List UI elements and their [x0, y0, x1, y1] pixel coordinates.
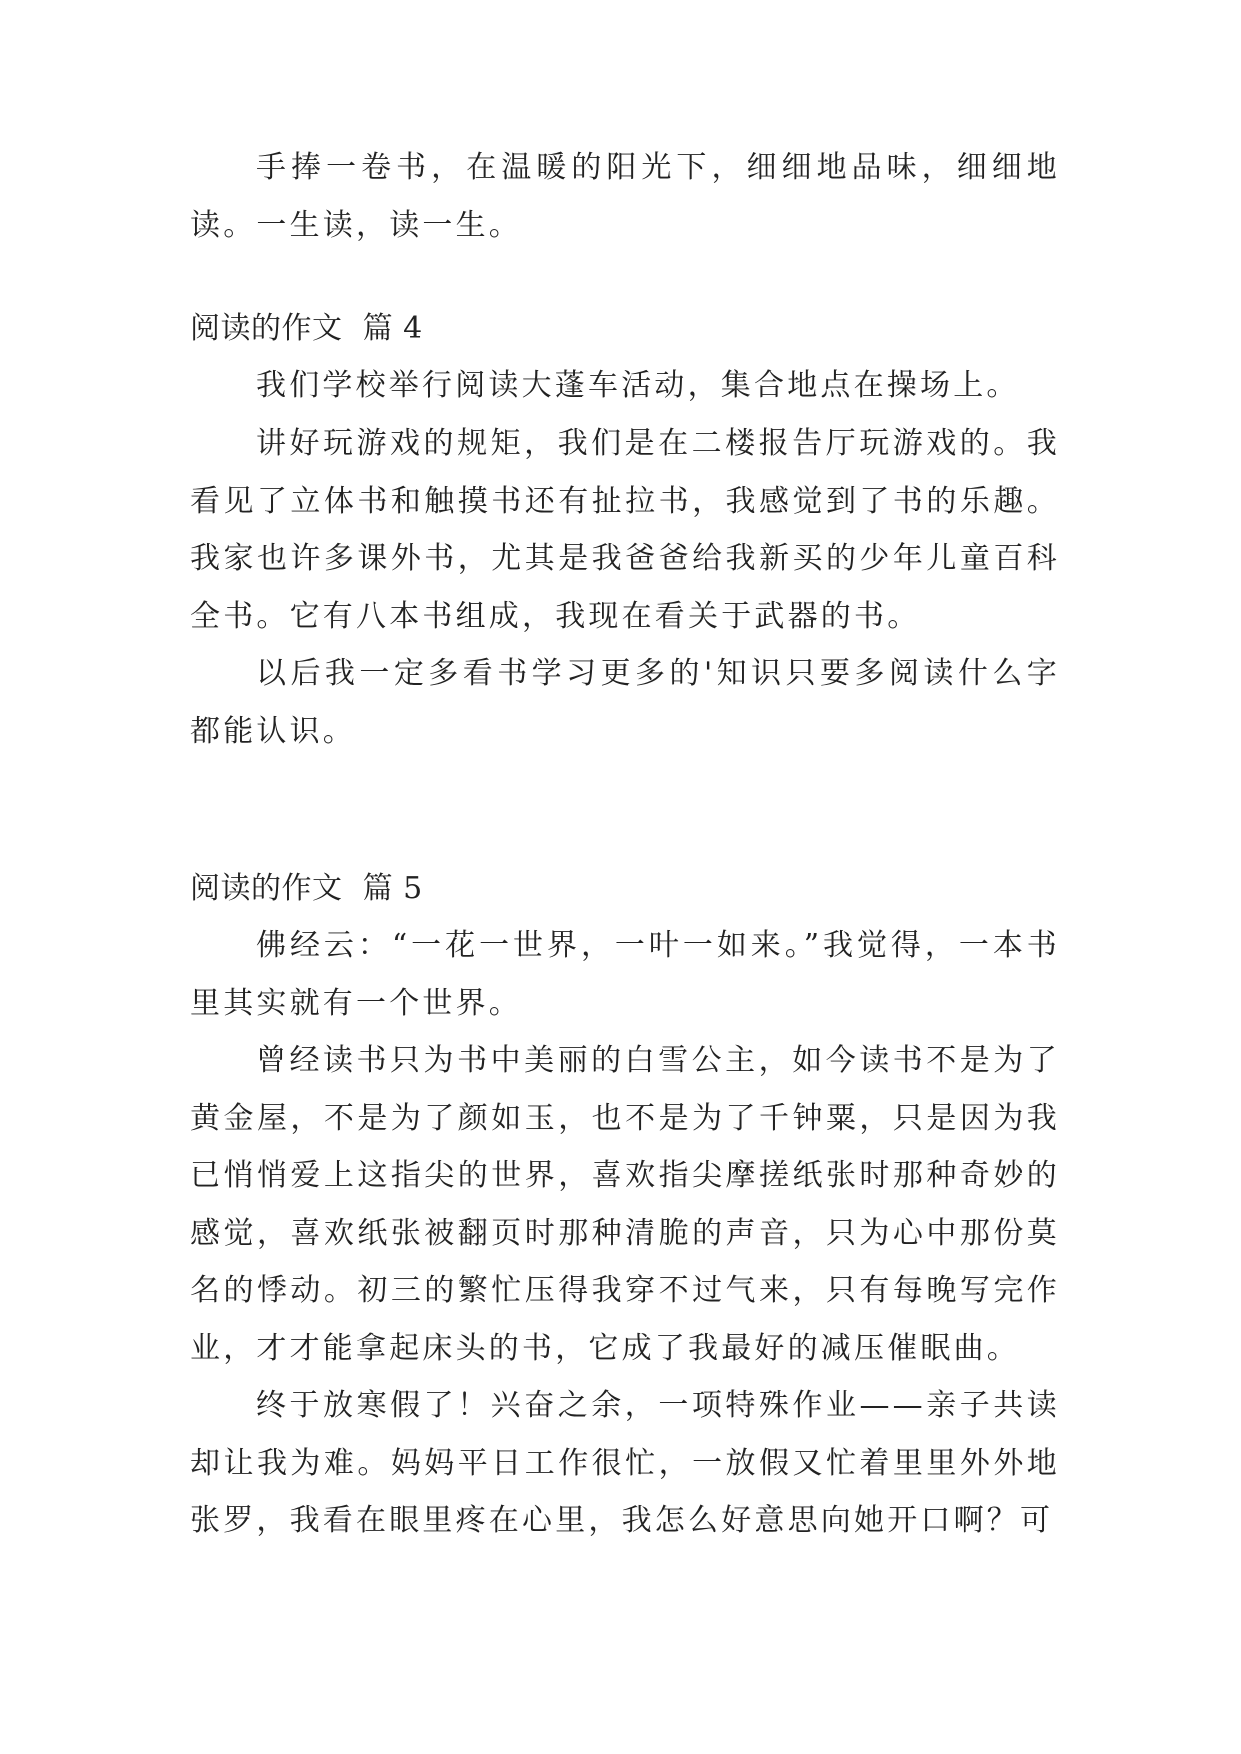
- intro-paragraph: 手捧一卷书，在温暖的阳光下，细细地品味，细细地读。一生读，读一生。: [190, 150, 1060, 243]
- section-5-paragraph-1: 佛经云：“一花一世界，一叶一如来。”我觉得，一本书里其实就有一个世界。: [190, 928, 1060, 1021]
- section-4-paragraph-3: 以后我一定多看书学习更多的'知识只要多阅读什么字都能认识。: [190, 656, 1060, 749]
- section-5-paragraph-2: 曾经读书只为书中美丽的白雪公主，如今读书不是为了黄金屋，不是为了颜如玉，也不是为了千钟粟，只是因为我已悄悄爱上这指尖的世界，喜欢指尖摩搓纸张时那种奇妙的感觉，喜欢纸张被翻页时那种清脆的声音，只为心中那份莫名的悸动。初三的繁忙压得我穿不过气来，只有每晚写完作业，才才能拿起床头的书，它成了我最好的减压催眠曲。: [190, 1043, 1060, 1366]
- section-5-heading: 阅读的作文 篇 5: [190, 871, 423, 906]
- section-4-paragraph-2: 讲好玩游戏的规矩，我们是在二楼报告厅玩游戏的。我看见了立体书和触摸书还有扯拉书，我感觉到了书的乐趣。我家也许多课外书，尤其是我爸爸给我新买的少年儿童百科全书。它有八本书组成，我现在看关于武器的书。: [190, 426, 1060, 634]
- section-4-heading: 阅读的作文 篇 4: [190, 311, 423, 346]
- section-5-paragraph-3: 终于放寒假了！兴奋之余，一项特殊作业——亲子共读却让我为难。妈妈平日工作很忙，一放假又忙着里里外外地张罗，我看在眼里疼在心里，我怎么好意思向她开口啊？可: [190, 1388, 1060, 1538]
- section-4-paragraph-1: 我们学校举行阅读大蓬车活动，集合地点在操场上。: [256, 368, 1020, 403]
